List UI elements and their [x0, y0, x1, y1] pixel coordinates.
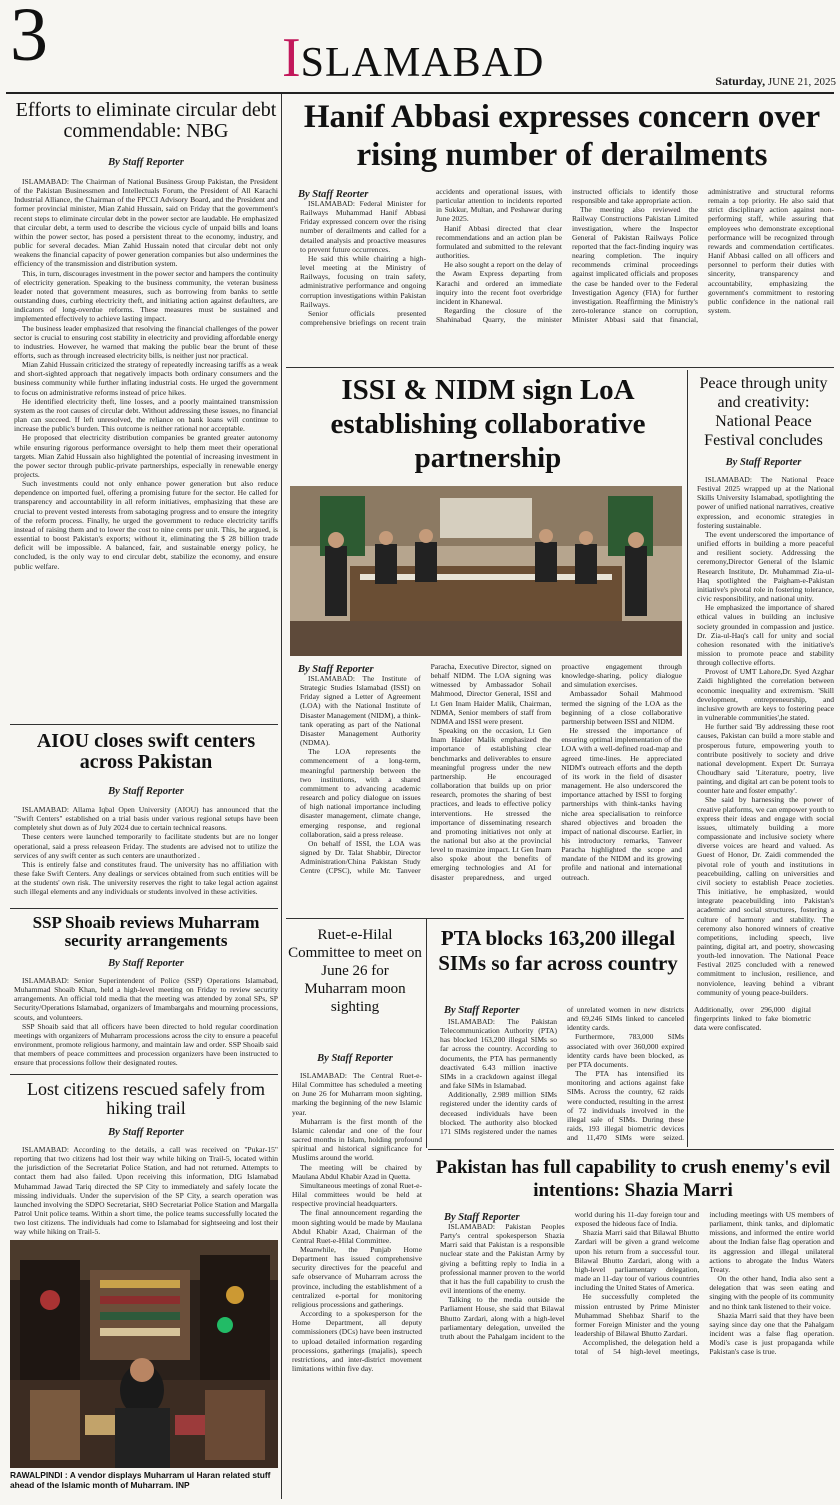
issi-p4: Speaking on the occasion, Lt Gen Inam Haider Malik emphasized the importance of establishing clear benchmarks and deliverables to ensure meaningful progress under the new partnership. He encouraged collaboration that builds up on prior research, promotes the sharing of best practices, and leads to effective policy interventions. He stressed the importance of disseminating research and promoting initiatives not only at the national but also at the provincial level to maximize impact. Lt Gen Inam also spoke about the benefits of emerging technologies and AI for disaster preparedness, and urged proactive engagement through knowledge-sharing, policy dialogue and simulation exercises.	[430, 662, 682, 882]
marri-p7: Shazia Marri said that they have been saying since day one that the Pahalgam incident was a false flag operation. Modi's case is just propaganda while Pakistan's case is true.	[709, 1310, 834, 1357]
abbasi-p3: Senior officials presented comprehensive briefings on recent train accidents and operational issues, with particular attention to incidents reported in Sukkur, Multan, and Peshawar during June 2025.	[300, 187, 562, 328]
issi-p5: Ambassador Sohail Mahmood termed the signing of the LOA as the beginning of a close collaborative partnership between ISSI and NIDM.	[561, 689, 682, 726]
headline-ruet: Ruet-e-Hilal Committee to meet on June 26 for Muharram moon sighting	[288, 927, 422, 1015]
abbasi-p4: Hanif Abbasi directed that clear recommendations and an action plan be formulated and submitted to the relevant authorities.	[436, 223, 562, 261]
byline-lost: By Staff Reporter	[108, 1127, 184, 1138]
marri-p6: On the other hand, India also sent a delegation that was seen eating and singing with the people of its community and no think tank listened to their voice.	[709, 1274, 834, 1311]
pta-p2: Additionally, 2.989 million SIMs registered under the identity cards of deceased individuals have been blocked. The authority also blocked 171 SIMs registered under the names of unrelated women in new districts and 69,246 SIMs linked to canceled identity cards.	[440, 1005, 684, 1136]
nbg-p7: Such investments could not only enhance power generation but also reduce dependence on imported fuel, offering a promising future for the sector. He called for transparency and accountability in all reform initiatives, emphasizing that these are crucial to prevent vested interests from sabotaging progress and to ensure the integrity of the reform process. Finally, he urged the government to reduce electricity tariffs instead of raising them and to lower the cost to nine cents per unit. This, he argued, is essential to boost Pakistan's exports; without it, eliminating the $ 28 billion trade deficit will be impossible. A balanced, fair, and sustainable energy policy, he concluded, is the only way to end circular debt, stabilize the economy, and ensure public welfare.	[14, 479, 278, 571]
page-number: 3	[10, 0, 48, 77]
festival-p6: She said by harnessing the power of creative platforms, we can empower youth to express their ideas and engage with social issues, ultimately building a more compassionate and inclusive society where diverse voices are heard and valued. As Guest of Honor, Dr. Zaidi commended the pivotal role of youth and institutions in peacebuilding, calling on universities and civil society to establish Peace zocieties. This initiative, he emphasized, would integrate peacebuilding into Pakistan's academic and social structures, fostering a culture of harmony and stability. The ceremony also honored winners of creative competitions, including speech, live painting, digital art, and poetry, showcasing youth-led innovation. The National Peace Festival 2025 concluded with a renewed commitment to inclusion, resilience, and nonviolence, leaving behind a vibrant community of young peace-builders.	[697, 795, 834, 997]
marri-p4: He successfully completed the mission entrusted by Prime Minister Muhammad Shehbaz Sharif to the former Foreign Minister and the young leadership of Bilawal Bhutto Zardari.	[574, 1292, 700, 1339]
headline-marri: Pakistan has full capability to crush enemy's evil intentions: Shazia Marri	[435, 1157, 831, 1201]
ruet-p7: According to a spokesperson for the Home Department, all deputy commissioners (DCs) have been instructed to upload detailed information regarding processions, gatherings (majalis), speech restrictions, and inter-district movement limitations within five day.	[292, 1309, 422, 1373]
nbg-p6: He proposed that electricity distribution companies be granted greater autonomy while ensuring rigorous performance oversight to help them meet their operational targets. Mian Zahid Hussain also highlighted the potential of increasing investment in the power sector through public-private partnerships, especially in renewable energy projects.	[14, 433, 278, 479]
headline-aiou: AIOU closes swift centers across Pakistan	[36, 730, 256, 774]
abbasi-p7: The meeting also reviewed the Railway Constructions Pakistan Limited investigation, where the Inspector General of Pakistan Railways Police reported that the fact-finding inquiry was nearing completion. The inquiry recommends criminal proceedings against implicated officials and proposes the case be handed over to the Federal Investigation Agency (FIA) for further investigation. Reaffirming the Ministry's zero-tolerance stance on corruption, Minister Abbasi said that financial, administrative and structural reforms remain a top priority. He also said that strict disciplinary action against non-performing staff, while assuring that employees who demonstrate exceptional performance will be recognized through rewards and commendation certificates. Hanif Abbasi called on all officers and personnel to perform their duties with sincerity, transparency and accountability, emphasizing the government's commitment to restoring public confidence in the national rail system.	[572, 187, 834, 325]
aiou-p3: This is entirely false and constitutes fraud. The university has no affiliation with these fake Swift Centers. Any dealings or services obtained from such entities will be at the students' own risk. The university reserves the right to take legal action against such illegal elements and any individuals or students involved in these activities.	[14, 859, 278, 897]
article-ssp	[14, 976, 278, 1072]
byline-aiou: By Staff Reporter	[108, 786, 184, 797]
issi-byline-spacer	[300, 662, 421, 674]
ssp-p1: ISLAMABAD: Senior Superintendent of Police (SSP) Operations Islamabad, Muhammad Shoaib Khan, held a high-level meeting on Friday to review security arrangements. An official told media that the meeting was attended by zonal SPs, SP Security/Operations Islamabad, organizers of Imambargahs and mourning processions, scouts, and volunteers.	[14, 976, 278, 1022]
festival-p2: The event underscored the importance of unified efforts in building a more peaceful and resilient society. Addressing the ceremony,Director General of the Islamic Research Institute, Dr. Muhammad Zia-ul-Haq spotlighted the Paigham-e-Pakistan initiative's pivotal role in fostering tolerance, civic responsibility, and national unity.	[697, 529, 834, 604]
issi-p2: The LOA represents the commencement of a long-term, meaningful partnership between the two institutions, with a shared commitment to advancing academic research and policy dialogue on issues of high national importance including disaster management, climate change, emerging response, and regional collaboration, said a press release.	[300, 747, 421, 839]
byline-spacer	[300, 187, 426, 199]
marri-p5: Accomplished, the delegation held a total of 54 high-level meetings, including meetings with US members of parliament, think tanks, and diplomatic missions, and informed the entire world about the Indian false flag operation and its aggression and illegal unilateral actions to abrogate the Indus Waters Treaty.	[574, 1210, 834, 1357]
abbasi-p5: He also sought a report on the delay of the Awam Express departing from Karachi and ordered an immediate inquiry into the recent foot overbridge incident in Khanewal.	[436, 260, 562, 306]
headline-abbasi: Hanif Abbasi expresses concern over rising number of derailments	[303, 99, 821, 173]
ruet-p3: The meeting will be chaired by Maulana Abdul Khabir Azad in Quetta.	[292, 1162, 422, 1181]
festival-p3: He emphasized the importance of shared ethical values in building an inclusive society grounded in compassion and justice. Dr. Zia-ul-Haq's call for unity and social cohesion resonated with the initiative's mission to promote peace and stability through collective efforts.	[697, 603, 834, 668]
caption-text: A vendor displays Muharram ul Haran related stuff ahead of the Islamic month of Muharram. INP	[10, 1470, 271, 1490]
rule-marri	[428, 1149, 834, 1150]
byline-issi: By Staff Reporter	[298, 664, 374, 675]
festival-p1: ISLAMABAD: The National Peace Festival 2025 wrapped up at the National Skills University Islamabad, spotlighting the power of unified national narratives, creative expression, and economic strategies in fostering sustainable.	[697, 475, 834, 530]
section-title	[282, 27, 545, 89]
rule-issi-ruet	[286, 918, 684, 919]
market-photo-art	[10, 1240, 278, 1468]
market-photo	[10, 1240, 278, 1468]
lost-p1: ISLAMABAD: According to the details, a call was received on "Pukar-15" reporting that two citizens had lost their way while hiking on Trail-5, located within the jurisdiction of the Secretariat Police Station, and had not returned. Attempts to contact them had also failed. Upon receiving this information, DIG Islamabad Muhammad Jawad Tariq directed the SP City to immediately and safely locate the missing individuals. Under the supervision of the SP City, a search operation was launched involving the SDPO Secretariat, SHO Secretariat Police Station and Margalla Patrol Unit police teams. Within a short time, the police teams successfully located the two lost citizens. The individuals had come to Islamabad for sightseeing and lost their way while hiking on Trail-5.	[14, 1145, 278, 1237]
pta-p4: The PTA has intensified its monitoring and actions against fake SIMs. Across the country, 62 raids were conducted, resulting in the arrest of 72 individuals involved in the illegal sale of SIMs. During these raids, 193 illegal biometric devices and 11,470 SIMs were seized. Additionally, over 296,000 digital fingerprints linked to fake biometric data were confiscated.	[567, 1005, 811, 1143]
abbasi-p1: ISLAMABAD: Federal Minister for Railways Muhammad Hanif Abbasi Friday expressed concern over the rising number of derailments and called for a detailed analysis and proactive measures to prevent future occurrences.	[300, 199, 426, 254]
article-marri	[440, 1210, 834, 1495]
ruet-p1: ISLAMABAD: The Central Ruet-e-Hilal Committee has scheduled a meeting on June 26 for Muharram moon sighting, marking the beginning of the new Islamic year.	[292, 1071, 422, 1117]
section-title-rest: SLAMABAD	[300, 40, 545, 86]
festival-p4: Provost of UMT Lahore,Dr. Syed Azghar Zaidi highlighted the correlation between economic inequality and extremism. 'Skill development, entrepreneurship, and inclusive growth are keys to fostering peace in vulnerable communities',he stated.	[697, 667, 834, 723]
article-festival	[697, 475, 834, 1145]
pta-p3: Furthermore, 783,000 SIMs associated with over 360,000 expired identity cards have been blocked, as per PTA documents.	[567, 1032, 684, 1069]
nbg-p5: He identified electricity theft, line losses, and a poorly maintained transmission system as the root causes of circular debt. Without addressing these issues, no financial plan can succeed. If left unresolved, the reliance on bank loans will continue to increase the public's burden. This outcome is neither rational nor acceptable.	[14, 396, 278, 434]
ruet-p4: Simultaneous meetings of zonal Ruet-e-Hilal committees would be held at respective provincial headquarters.	[292, 1180, 422, 1209]
abbasi-p2: He said this while chairing a high-level meeting at the Ministry of Railways, focusing on train safety, administrative performance and ongoing corruption investigations within Pakistan Railways.	[300, 253, 426, 309]
byline-festival: By Staff Reporter	[725, 457, 802, 468]
issue-date-text: JUNE 21, 2025	[767, 76, 836, 88]
ruet-column-rule	[426, 918, 427, 1148]
headline-ssp: SSP Shoaib reviews Muharram security arrangements	[32, 913, 260, 951]
article-lost	[14, 1145, 278, 1237]
issi-photo	[290, 486, 682, 656]
marri-p1: ISLAMABAD: Pakistan Peoples Party's central spokesperson Shazia Marri said that Pakistan is a responsible nuclear state and the Pakistan Army by giving a befitting reply to India in a professional manner proven to the world that it has the full capability to crush the evil intentions of the enemy.	[440, 1222, 565, 1296]
issue-day: Saturday,	[715, 74, 766, 88]
headline-lost: Lost citizens rescued safely from hiking trail	[27, 1079, 265, 1119]
headline-pta: PTA blocks 163,200 illegal SIMs so far across country	[438, 926, 678, 975]
byline-ssp: By Staff Reporter	[108, 958, 184, 969]
issi-p6: He stressed the importance of ensuring optimal implementation of the LOA with a well-defined road-map and agreed time-lines. He appreciated NIDM's outreach efforts and the depth of its work in the field of disaster management. He also underscored the importance attached by ISSI to forging partnerships with think-tanks having niche area specialisation to reinforce shared objectives and broaden the impact of national discourse. Earlier, in his introductory remarks, Tanveer Paracha highlighted the scope and mandate of the NIDM and its growing profile and national and international outreach.	[561, 726, 682, 882]
ssp-p2: SSP Shoaib said that all officers have been directed to hold regular coordination meetings with organizers of Muharram processions across the city to ensure a peaceful environment, promote religious harmony, and maintain law and order. SSP Shoaib said that members of peace committees and procession organizers have been instructed to ensure that processions follow their designated routes.	[14, 1021, 278, 1068]
nbg-p4: Mian Zahid Hussain criticized the strategy of repeatedly increasing tariffs as a weak and short-sighted approach that negatively impacts both ordinary consumers and the business community while further inflating industrial costs. He urged the government to focus on administrative reforms instead of price hikes.	[14, 360, 278, 397]
byline-marri: By Staff Reporter	[444, 1212, 520, 1223]
article-abbasi	[300, 187, 834, 365]
caption-place: RAWALPINDI :	[10, 1470, 68, 1480]
marri-byline-spacer	[440, 1210, 565, 1222]
article-aiou	[14, 805, 278, 905]
ruet-p2: Muharram is the first month of the Islamic calendar and one of the four sacred months in Islam, holding profound spiritual and historical significance for Muslims around the world.	[292, 1116, 422, 1163]
headline-issi: ISSI & NIDM sign LoA establishing collaborative partnership	[330, 374, 646, 474]
rule-abbasi	[286, 367, 834, 368]
photo-caption	[10, 1470, 278, 1490]
article-ruet	[292, 1071, 422, 1491]
marri-p2: Talking to the media outside the Parliament House, she said that Bilawal Bhutto Zardari, along with a high-level parliamentary delegation, unveiled the truth about the Pahalgam incident to the world during his 11-day foreign tour and exposed the hideous face of India.	[440, 1210, 700, 1341]
festival-p5: He further said 'By addressing these root causes, Pakistan can build a more stable and prosperous future, empowering youth to contribute positively to society and drive national development. Expert Dr. Surraya Choudhary said 'Literature, poetry, live painting, and digital art can be potent tools to counter hate and foster empathy'.	[697, 722, 834, 796]
article-pta	[440, 1005, 811, 1145]
issi-p1: ISLAMABAD: The Institute of Strategic Studies Islamabad (ISSI) on Friday signed a Letter of Agreement (LOA) with the National Institute of Disaster Management (NIDM), a think-tank operating as part of the National Disaster Management Authority (NDMA).	[300, 674, 421, 748]
headline-festival: Peace through unity and creativity: National Peace Festival concludes	[699, 375, 828, 449]
ruet-p6: Meanwhile, the Punjab Home Department has issued comprehensive security directives for the peaceful and safe observance of Muharram across the province, including the establishment of a centralized e-portal for monitoring religious processions and gatherings.	[292, 1244, 422, 1309]
aiou-p1: ISLAMABAD: Allama Iqbal Open University (AIOU) has announced that the "Swift Centers" established on a trial basis under various regional setups have been completely shut down as of July 2024 due to certain technical reasons.	[14, 805, 278, 833]
abbasi-p6: Regarding the closure of the Shahinabad Quarry, the minister instructed officials to identify those responsible and take appropriate action.	[436, 187, 698, 325]
masthead-rule	[6, 92, 834, 94]
pta-byline-spacer	[440, 1005, 557, 1017]
section-title-initial: I	[282, 27, 301, 89]
nbg-p1: ISLAMABAD: The Chairman of National Business Group Pakistan, the President of the Pakistan Businessmen and Intellectuals Forum, the President of All Karachi Industrial Alliance, the Chairman of the FPCCI Advisory Board, and the President and former provincial minister, Mian Zahid Hussain, said on Friday that the government's recent steps to eliminate circular debt in the power sector are laudable. He emphasized that circular debt, a term used to describe the vicious cycle of unpaid bills and loans within the power sector, has posed a persistent threat to the economy, industry, and public for several decades. Mian Zahid Hussain noted that circular debt not only weakens the financial capacity of power generation companies but also undermines the efficiency of the transmission and distribution system.	[14, 177, 278, 269]
pta-p1: ISLAMABAD: The Pakistan Telecommunication Authority (PTA) has blocked 163,200 illegal SIMs so far across the country. According to documents, the PTA has permanently deactivated 6.43 million inactive SIMs in a crackdown against illegal and fake SIMs in Islamabad.	[440, 1017, 557, 1091]
rule-ssp-lost	[10, 1074, 278, 1075]
aiou-p2: These centers were launched temporarily to facilitate students but are no longer operational, said a press releaseon Friday. The students are advised not to utilize the services of any swift center as such centers are unauthorized .	[14, 832, 278, 860]
issi-photo-art	[290, 486, 682, 656]
article-nbg	[14, 177, 278, 722]
issue-date	[680, 74, 836, 89]
rule-nbg-aiou	[10, 724, 278, 725]
rule-aiou-ssp	[10, 908, 278, 909]
headline-nbg: Efforts to eliminate circular debt commendable: NBG	[15, 99, 277, 143]
nbg-p2: This, in turn, discourages investment in the power sector and hampers the continuity of electricity generation. Speaking to the business community, the veteran business leader noted that government measures, such as borrowing from banks to settle outstanding dues, curbing electricity theft, and initiating action against defaulters, are indicators of long-overdue reforms. These measures must be sustained and implemented effectively to achieve lasting impact.	[14, 268, 278, 324]
byline-ruet: By Staff Reporter	[317, 1053, 393, 1064]
byline-nbg: By Staff Reporter	[108, 157, 184, 168]
festival-column-rule	[687, 370, 688, 1147]
issi-p3: On behalf of ISSI, the LOA was signed by Dr. Talat Shabbir, Director Administration/China Pakistan Study Centre (CPSC), while Mr. Tanveer Paracha, Executive Director, signed on behalf NIDM. The LOA signing was witnessed by Ambassador Sohail Mahmood, Director General, ISSI and Lt Gen Inam Haider Malik, Chairman, NDMA, Senior members of staff from NDMA and ISSI were present.	[300, 662, 552, 876]
marri-p3: Shazia Marri said that Bilawal Bhutto Zardari will be given a grand welcome upon his return from a successful tour. Bilawal Bhutto Zardari, along with a high-level parliamentary delegation, made an 11-day tour of various countries including the United States of America.	[574, 1228, 700, 1293]
byline-pta: By Staff Reporter	[444, 1005, 520, 1016]
left-column-rule	[281, 94, 282, 1499]
ruet-p5: The final announcement regarding the moon sighting would be made by Maulana Abdul Khabir Azad, Chairman of the Central Ruet-e-Hilal Committee.	[292, 1208, 422, 1245]
nbg-p3: The business leader emphasized that resolving the financial challenges of the power sector is crucial to ensuring cost stability in electricity and providing affordable energy to industries. However, he warned that making the public bear the brunt of these efforts, such as through increased electricity bills, is neither just nor practical.	[14, 323, 278, 360]
byline-abbasi: By Staff Reorter	[298, 189, 369, 200]
